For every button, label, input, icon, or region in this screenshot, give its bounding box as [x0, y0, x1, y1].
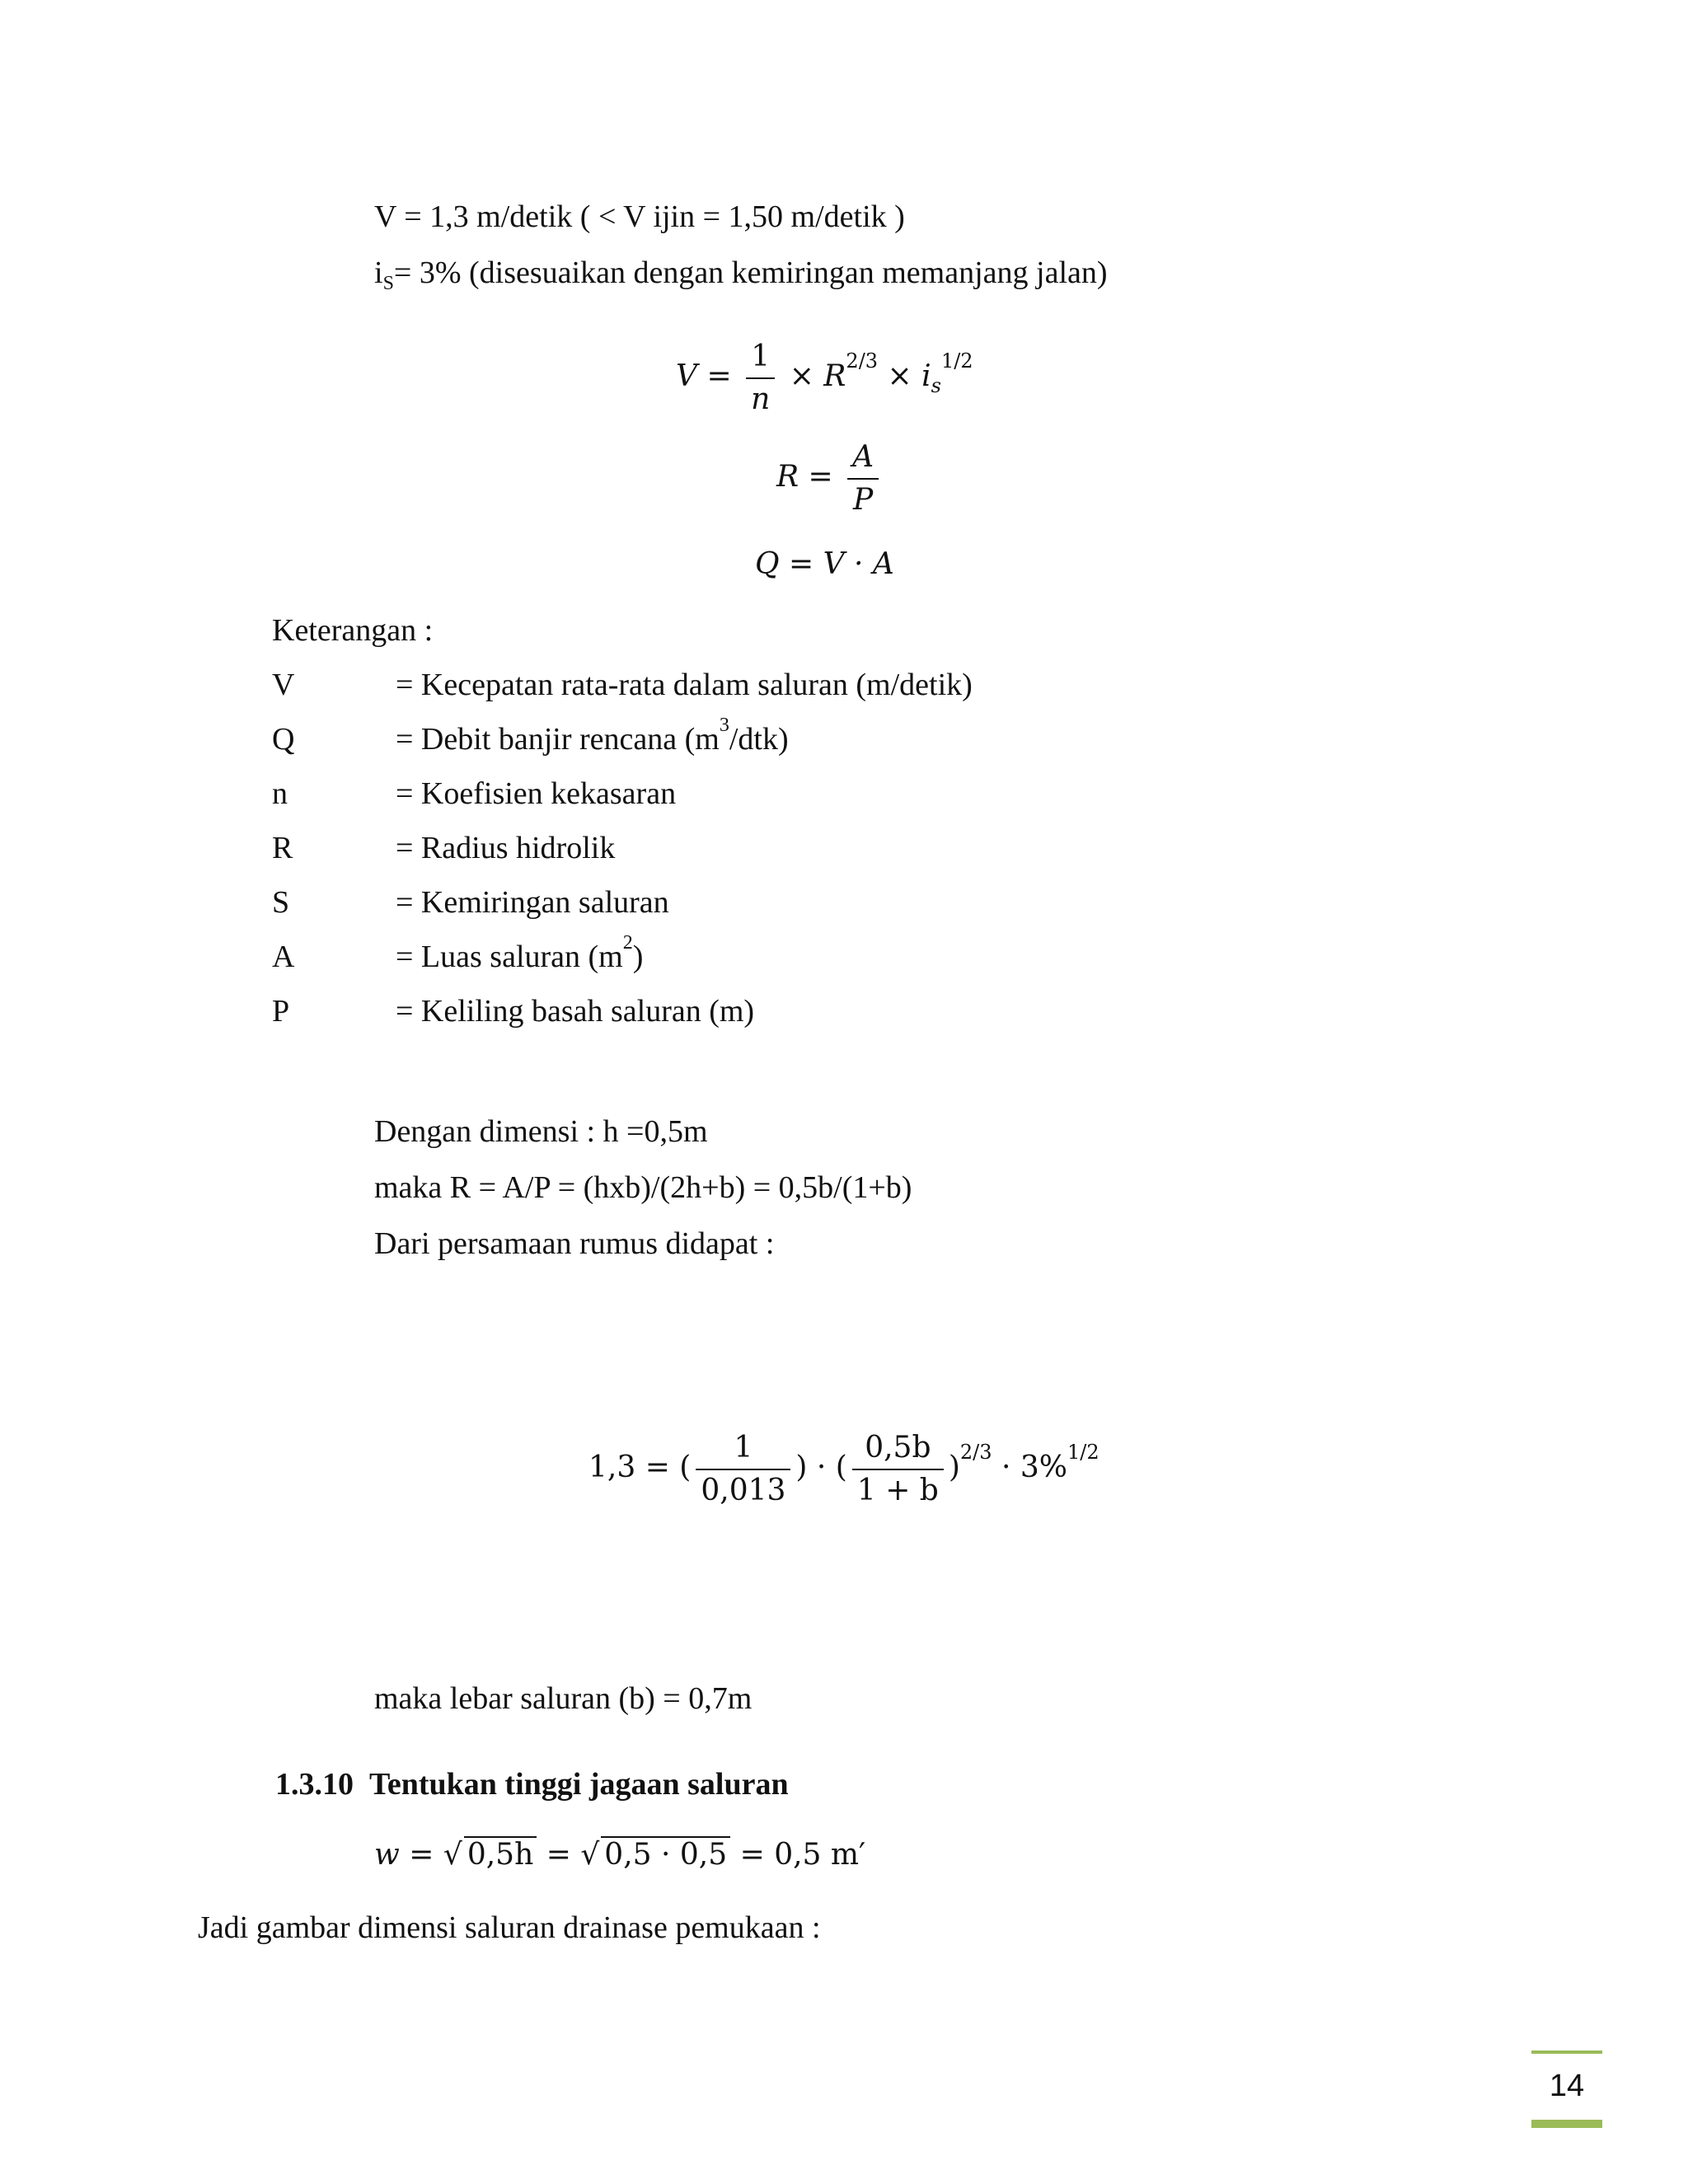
dari-line: Dari persamaan rumus didapat :	[374, 1226, 775, 1261]
legend-def: = Radius hidrolik	[396, 831, 616, 865]
page-number-top-rule	[1531, 2050, 1602, 2054]
legend-title: Keterangan :	[272, 613, 434, 648]
section-number: 1.3.10	[275, 1767, 354, 1802]
result-line: maka lebar saluran (b) = 0,7m	[374, 1681, 753, 1716]
sqrt-symbol: √	[580, 1838, 600, 1872]
radius-formula: R = $\frac{A}{P}$	[776, 437, 884, 521]
legend-sym: S	[272, 885, 290, 920]
slope-line: $i_S= 3\%$ (disesuaikan dengan kemiringan memanjang jalan)	[374, 255, 1108, 294]
section-title: Tentukan tinggi jagaan saluran	[369, 1767, 789, 1802]
section-heading	[275, 1765, 789, 1803]
legend-sym: P	[272, 994, 290, 1029]
velocity-line: V = 1,3 m/detik ( < V ijin = 1,50 m/detik )	[374, 199, 905, 234]
sqrt-symbol: √	[443, 1838, 462, 1872]
solution-equation: 1,3 = ( $\frac{1}{0,013}$ ) · ( $\frac{0,5b}{1 + b}$ )$^{2/3}$ · 3%$^{1/2}$	[588, 1427, 1100, 1511]
legend-sym: A	[272, 940, 295, 974]
radius-fraction: $\frac{A}{P}$	[847, 437, 879, 521]
jagaan-formula: w = √ 0,5h = √ 0,5 · 0,5 = 0,5 m′	[374, 1838, 866, 1872]
manning-formula: V = $\frac{1}{n}$ × $R^{2/3} \times i_s^{1/2}$	[676, 336, 973, 420]
equation-fraction-2: $\frac{0,5b}{1 + b}$	[852, 1427, 944, 1511]
legend-sym: Q	[272, 722, 295, 757]
legend-def: = Keliling basah saluran (m)	[396, 994, 755, 1029]
radius-line: maka R = A/P = (hxb)/(2h+b) = 0,5b/(1+b)	[374, 1170, 912, 1205]
page-number-box	[1531, 2050, 1602, 2126]
equation-fraction-1: $\frac{1}{0,013}$	[696, 1427, 790, 1511]
legend-def: = Koefisien kekasaran	[396, 776, 677, 811]
debit-formula: Q = V · A	[755, 547, 894, 581]
legend-sym: n	[272, 776, 288, 811]
page-number-bottom-rule	[1531, 2120, 1602, 2128]
legend-def: = Kecepatan rata-rata dalam saluran (m/detik)	[396, 668, 973, 702]
legend-sym: V	[272, 668, 295, 702]
closing-line: Jadi gambar dimensi saluran drainase pemukaan :	[198, 1910, 821, 1945]
legend-sym: R	[272, 831, 293, 865]
manning-fraction: $\frac{1}{n}$	[746, 336, 775, 420]
page-number: 14	[1549, 2069, 1585, 2103]
legend-def: = Kemiringan saluran	[396, 885, 669, 920]
legend-def: = Luas saluran $(m^2)$	[396, 932, 644, 974]
legend-def: = Debit banjir rencana $(m^3/dtk)$	[396, 715, 789, 757]
dimensi-line: Dengan dimensi : h =0,5m	[374, 1114, 708, 1149]
